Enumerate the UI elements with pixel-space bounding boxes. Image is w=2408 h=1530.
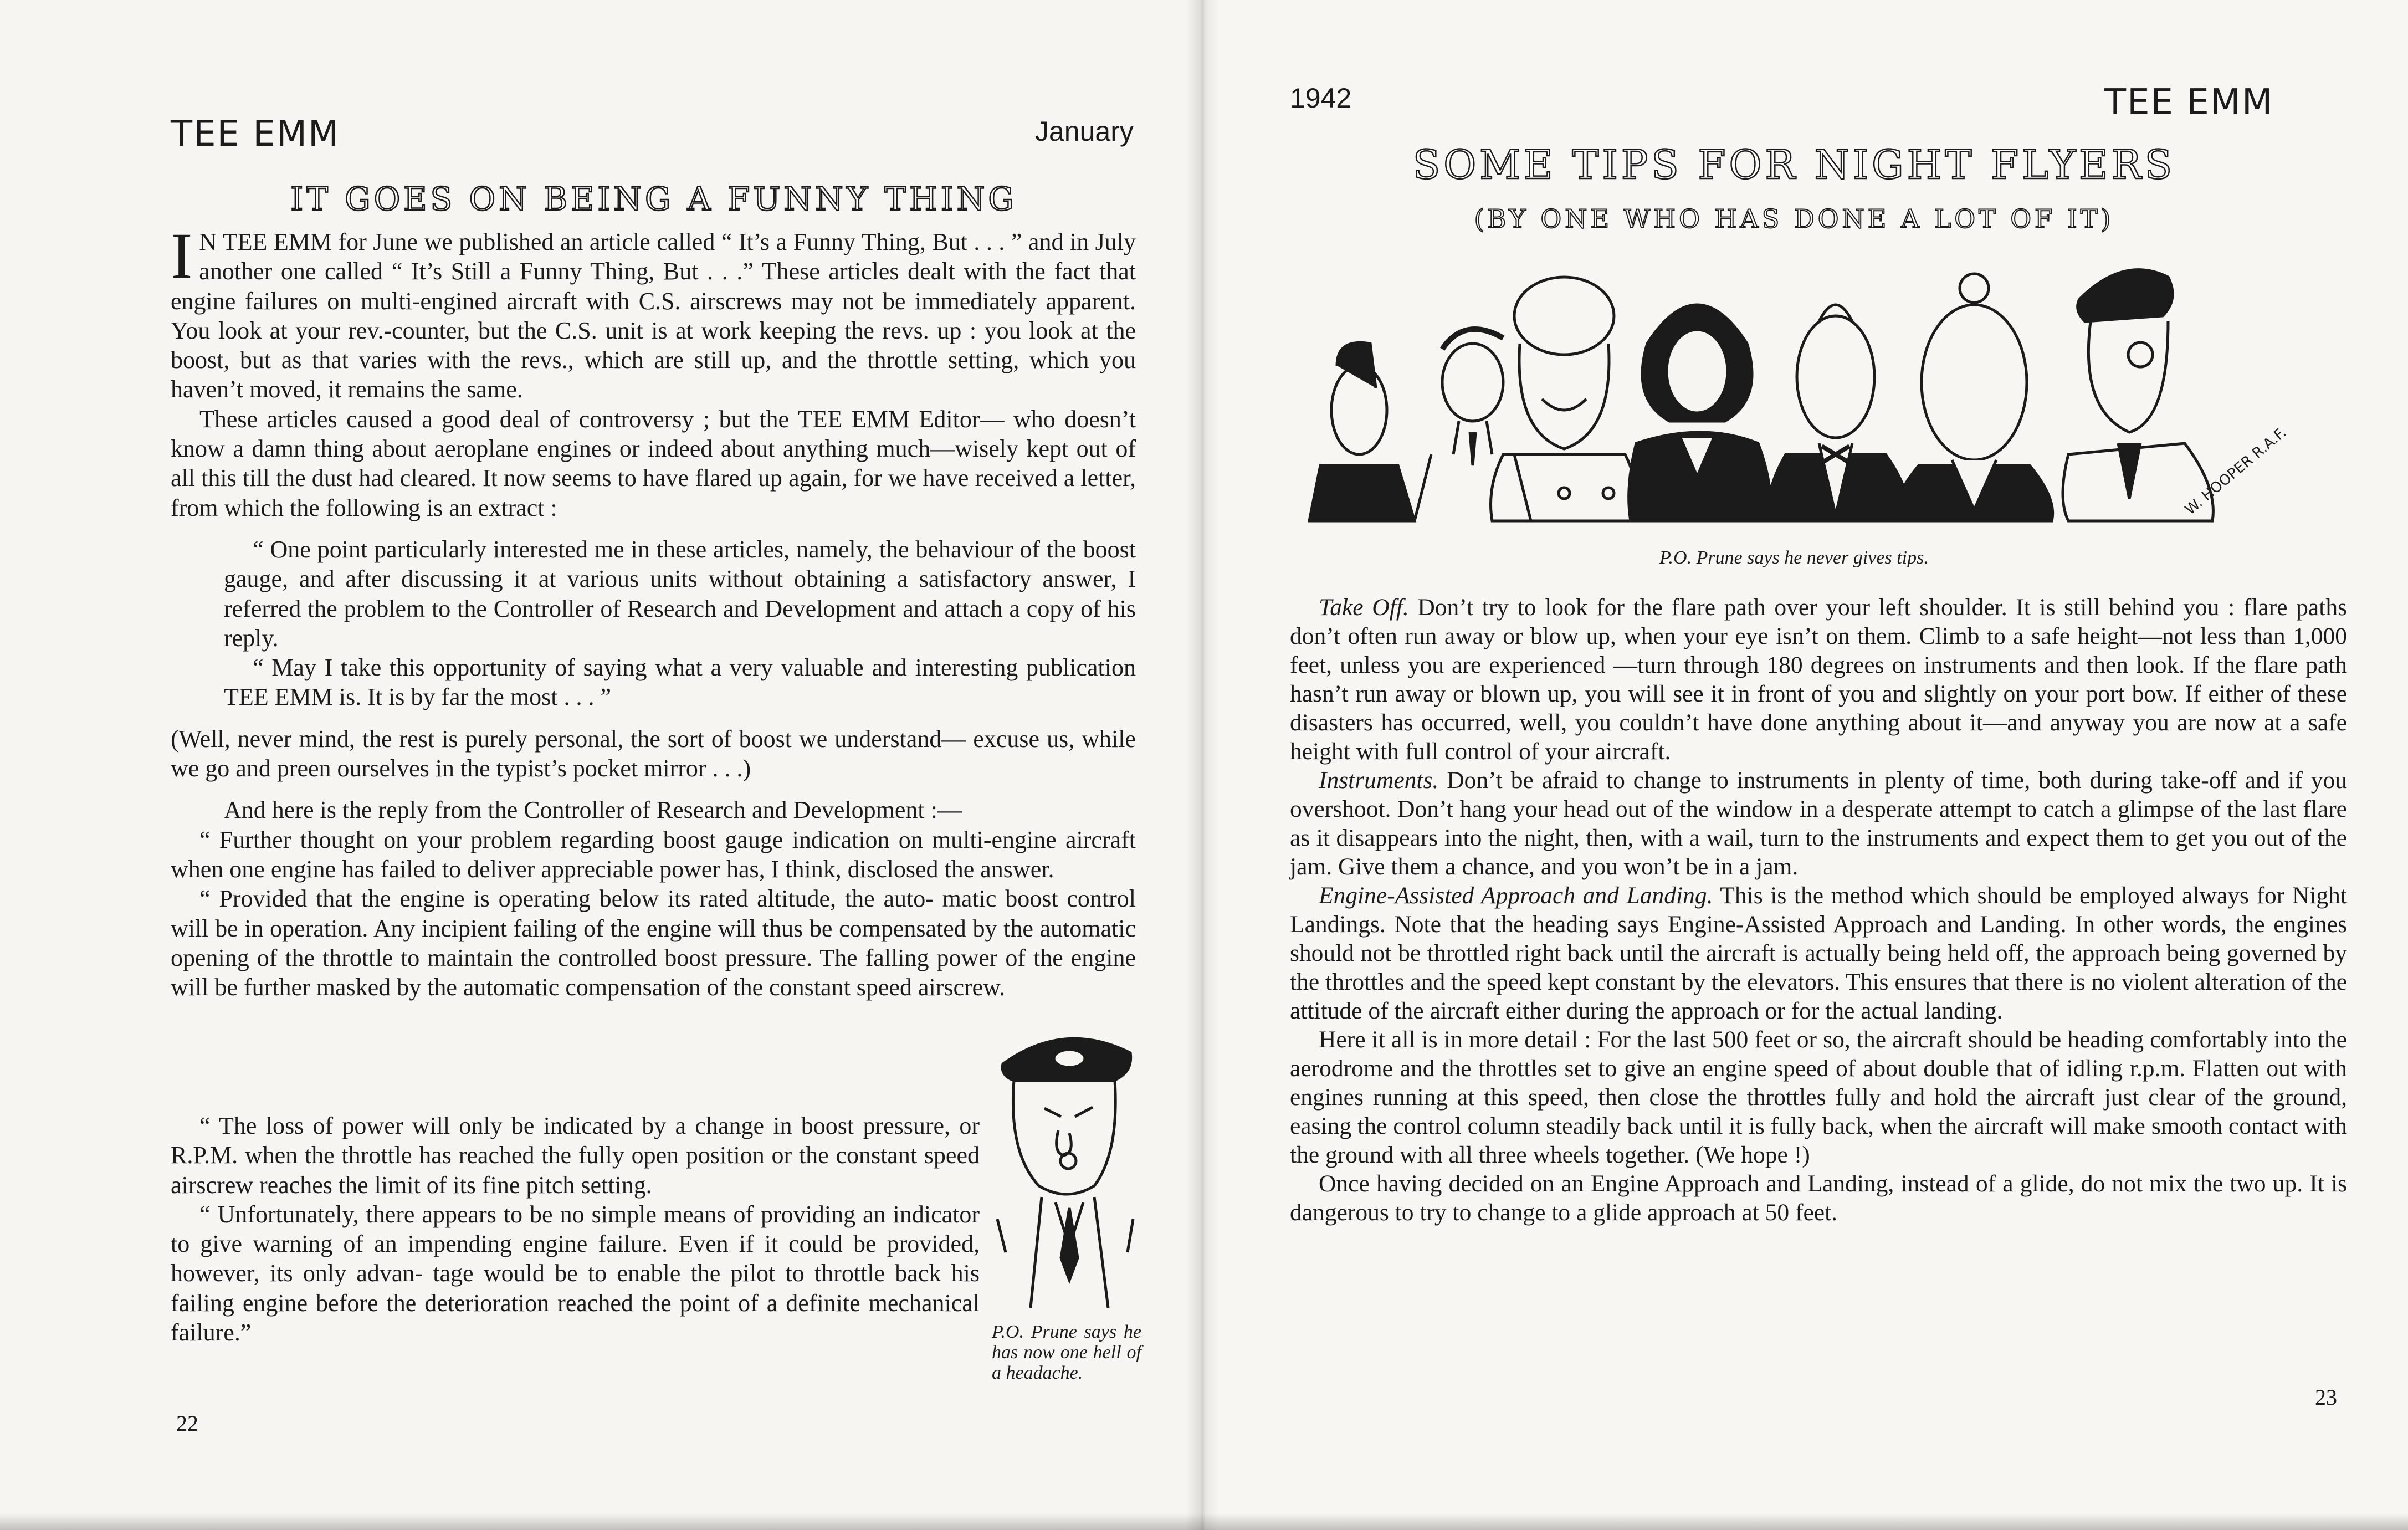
- artist-signature: W. HOOPER R.A.F.: [2182, 424, 2290, 519]
- year-label: 1942: [1290, 83, 1352, 114]
- scan-shadow: [0, 1513, 2408, 1530]
- paragraph-conclusion: Once having decided on an Engine Approach and Landing, instead of a glide, do not mix the two up. It is dangerous to try to change to a glide approach at 50 feet.: [1290, 1170, 2347, 1226]
- right-article-body: [1290, 593, 2347, 1227]
- drop-cap: I: [171, 219, 193, 292]
- reply-paragraph: “ Unfortunately, there appears to be no simple means of providing an indicator to give warning of an impending engine failure. Even if it could be provided, however, its only advan- tage would be to enable the pilot to throttle back his failing engine before the deterioration reached the point of a definite mechanical failure.”: [171, 1200, 980, 1347]
- page-number-left: 22: [176, 1411, 198, 1436]
- reply-paragraph: “ Provided that the engine is operating below its rated altitude, the auto- matic boost control will be in operation. Any incipient failing of the engine will thus be compensated by the automatic opening of the throttle to maintain the controlled boost pressure. The falling power of the engine will be further masked by the automatic compensation of the constant speed airscrew.: [171, 885, 1136, 1001]
- paragraph-intro: I N TEE EMM for June we published an article called “ It’s a Funny Thing, But . . . ” and in July another one called “ It’s Still a Funny Thing, But . . .” These articles dealt with the fact that engine failures on multi-engined aircraft with C.S. airscrews may not be immediately apparent. You look at your rev.-counter, but the C.S. unit is at work keeping the revs. up : you look at the boost, but as that varies with the revs., which are still up, and the throttle setting, which you haven’t moved, it remains the same.: [171, 219, 1136, 403]
- prune-portrait-illustration: [992, 1020, 1141, 1308]
- prune-caption-left: P.O. Prune says he has now one hell of a headache.: [992, 1322, 1141, 1383]
- paragraph-take-off: Take Off. Don’t try to look for the flare path over your left shoulder. It is still behind you : flare paths don’t often run away or blow up, when your eye isn’t on them. Climb to a safe height—not less than 1,000 feet, unless you are experienced —turn through 180 degrees on instruments and then look. If the flare path hasn’t run away or blown up, you will see it in front of you and slightly on your port bow. If either of these disasters has occurred, well, you couldn’t have done anything about it—and anyway you are now at a safe height with full control of your aircraft.: [1290, 594, 2347, 765]
- paragraph-reply-intro: And here is the reply from the Controller of Research and Development :—: [224, 796, 962, 824]
- left-article-body-narrow: [171, 1111, 980, 1347]
- article-subtitle: (BY ONE WHO HAS DONE A LOT OF IT): [1474, 204, 2114, 234]
- paragraph-engine-assisted: Engine-Assisted Approach and Landing. This is the method which should be employed always for Night Landings. Note that the heading says Engine-Assisted Approach and Landing. In other words, the engines should not be throttled right back until the aircraft is actually being held off, the approach being governed by the throttles and the speed kept constant by the elevators. This ensures that there is no violent alteration of the attitude of the aircraft either during the approach or for the actual landing.: [1290, 882, 2347, 1024]
- reply-paragraph: “ Further thought on your problem regarding boost gauge indication on multi-engine aircraft when one engine has failed to deliver appreciable power has, I think, disclosed the answer.: [171, 826, 1136, 883]
- article-title-right: SOME TIPS FOR NIGHT FLYERS: [1412, 141, 2176, 188]
- paragraph-instruments: Instruments. Don’t be afraid to change to instruments in plenty of time, both during take-off and if you overshoot. Don’t hang your head out of the window in a desperate attempt to catch a glimpse of the last flare as it disappears into the night, then, with a wail, turn to the instruments and expect them to get you out of the jam. Give them a chance, and you won’t be in a jam.: [1290, 767, 2347, 880]
- running-head-left: TEE EMM: [171, 114, 340, 155]
- page-number-right: 23: [2315, 1385, 2337, 1410]
- book-gutter: [1186, 0, 1219, 1530]
- paragraph: These articles caused a good deal of controversy ; but the TEE EMM Editor— who doesn’t know a damn thing about aeroplane engines or indeed about anything much—wisely kept out of all this till the dust had cleared. It now seems to have flared up again, for we have received a letter, from which the following is an extract :: [171, 405, 1136, 521]
- quote-paragraph: “ One point particularly interested me in these articles, namely, the behaviour of the boost gauge, and after discussing it at various units without obtaining a satisfactory answer, I referred the problem to the Controller of Research and Development and attach a copy of his reply.: [224, 535, 1136, 652]
- left-article-body: [171, 219, 1136, 1002]
- night-flyers-cartoon: [1304, 255, 2301, 543]
- cartoon-caption: P.O. Prune says he never gives tips.: [1659, 547, 1929, 568]
- running-head-right: TEE EMM: [2104, 82, 2274, 123]
- left-page: [0, 0, 1201, 1530]
- paragraph-detail: Here it all is in more detail : For the last 500 feet or so, the aircraft should be heading comfortably into the aerodrome and the throttles set to give an engine speed of about double that of idling r.p.m. Flatten out with engines running at this speed, then close the throttles fully and hold the aircraft just clear of the ground, easing the control column steadily back until it is fully back, when the aircraft will make smooth contact with the ground with all three wheels together. (We hope !): [1290, 1026, 2347, 1168]
- right-page: [1201, 0, 2408, 1530]
- reply-paragraph: “ The loss of power will only be indicated by a change in boost pressure, or R.P.M. when the throttle has reached the fully open position or the constant speed airscrew reaches the limit of its fine pitch setting.: [171, 1112, 980, 1199]
- month-label: January: [1035, 116, 1134, 147]
- article-title-left: IT GOES ON BEING A FUNNY THING: [290, 180, 1017, 218]
- paragraph-aside: (Well, never mind, the rest is purely personal, the sort of boost we understand— excuse us, while we go and preen ourselves in the typist’s pocket mirror . . .): [171, 725, 1136, 782]
- quote-paragraph: “ May I take this opportunity of saying what a very valuable and interesting publication TEE EMM is. It is by far the most . . . ”: [224, 654, 1136, 711]
